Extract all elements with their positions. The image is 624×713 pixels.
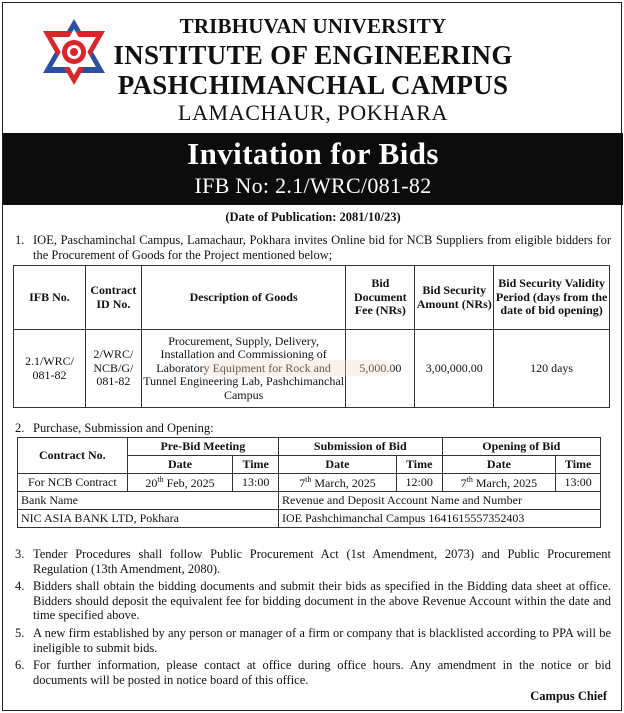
notice-title: Invitation for Bids — [187, 136, 439, 171]
cell-open-date: 7th March, 2025 — [442, 474, 556, 492]
cell-doc-fee: 5,000.00 — [346, 330, 415, 408]
item-number: 2. — [15, 421, 25, 435]
notice-frame — [2, 2, 622, 711]
item-number: 5. — [15, 626, 25, 640]
cell-prebid-date: 20th Feb, 2025 — [127, 474, 233, 492]
item-text: A new firm established by any person or manager of a firm or company that is blacklisted according to PPA will be ineligible to submit bids. — [33, 626, 611, 655]
col-prebid: Pre-Bid Meeting — [127, 438, 278, 456]
item-number: 4. — [15, 579, 25, 593]
col-time: Time — [556, 456, 601, 474]
cell-validity: 120 days — [494, 330, 610, 408]
col-description: Description of Goods — [141, 266, 346, 330]
col-validity: Bid Security Validity Period (days from the date of bid opening) — [494, 266, 610, 330]
item-text: Bidders shall obtain the bidding documents and submit their bids as specified in the Bidding data sheet at office. Bidders should deposit the equivalent fee for bidding document in the above Revenue Account within the date and time specified above. — [33, 579, 611, 622]
col-submission: Submission of Bid — [279, 438, 443, 456]
col-time: Time — [396, 456, 442, 474]
header — [3, 3, 623, 131]
col-opening: Opening of Bid — [442, 438, 600, 456]
col-ifb-no: IFB No. — [14, 266, 86, 330]
institute-name: INSTITUTE OF ENGINEERING — [113, 40, 513, 70]
cell-prebid-time: 13:00 — [233, 474, 279, 492]
cell-ifb-no: 2.1/WRC/ 081-82 — [14, 330, 86, 408]
item-number: 1. — [15, 233, 25, 247]
signature: Campus Chief — [530, 689, 607, 703]
watermark-icon — [203, 356, 393, 380]
col-time: Time — [233, 456, 279, 474]
cell-sub-time: 12:00 — [396, 474, 442, 492]
publication-date: (Date of Publication: 2081/10/23) — [225, 210, 401, 224]
university-logo-icon — [41, 17, 107, 87]
campus-location: LAMACHAUR, POKHARA — [178, 100, 448, 125]
cell-bid-security: 3,00,000.00 — [415, 330, 494, 408]
item-text: IOE, Paschaminchal Campus, Lamachaur, Pokhara invites Online bid for NCB Suppliers from eligible bidders for the Procurement of Goods for the Project mentioned below; — [33, 233, 611, 262]
university-name: TRIBHUVAN UNIVERSITY — [179, 14, 447, 38]
item-text: For further information, please contact at office during office hours. Any amendment in the notice or bid documents will be posted in notice board of this office. — [33, 658, 611, 687]
col-date: Date — [442, 456, 556, 474]
cell-bank-label: Bank Name — [18, 492, 279, 510]
campus-name: PASHCHIMANCHAL CAMPUS — [117, 70, 509, 100]
col-contract-id: Contract ID No. — [85, 266, 141, 330]
cell-revenue-value: IOE Pashchimanchal Campus 1641615557352403 — [279, 510, 601, 528]
cell-revenue-label: Revenue and Deposit Account Name and Number — [279, 492, 601, 510]
item-text: Tender Procedures shall follow Public Procurement Act (1st Amendment, 2073) and Public Procurement Regulation (13th Amendment, 2080). — [33, 547, 611, 576]
cell-open-time: 13:00 — [556, 474, 601, 492]
item-number: 6. — [15, 658, 25, 672]
cell-contract-id: 2/WRC/ NCB/G/ 081-82 — [85, 330, 141, 408]
cell-sub-date: 7th March, 2025 — [279, 474, 397, 492]
col-date: Date — [279, 456, 397, 474]
cell-description: Procurement, Supply, Delivery, Installation and Commissioning of Laboratory Equipment for Rock and Tunnel Engineering Lab, Pashchimanchal Campus — [141, 330, 346, 408]
item-text: Purchase, Submission and Opening: — [33, 421, 214, 435]
col-date: Date — [127, 456, 233, 474]
schedule-table — [17, 437, 601, 528]
item-number: 3. — [15, 547, 25, 561]
col-bid-security: Bid Security Amount (NRs) — [415, 266, 494, 330]
cell-contract: For NCB Contract — [18, 474, 128, 492]
cell-bank-value: NIC ASIA BANK LTD, Pokhara — [18, 510, 279, 528]
col-doc-fee: Bid Document Fee (NRs) — [346, 266, 415, 330]
goods-table — [13, 265, 610, 408]
ifb-number: IFB No: 2.1/WRC/081-82 — [194, 173, 432, 198]
title-banner — [3, 133, 623, 205]
col-contract-no: Contract No. — [18, 438, 128, 474]
